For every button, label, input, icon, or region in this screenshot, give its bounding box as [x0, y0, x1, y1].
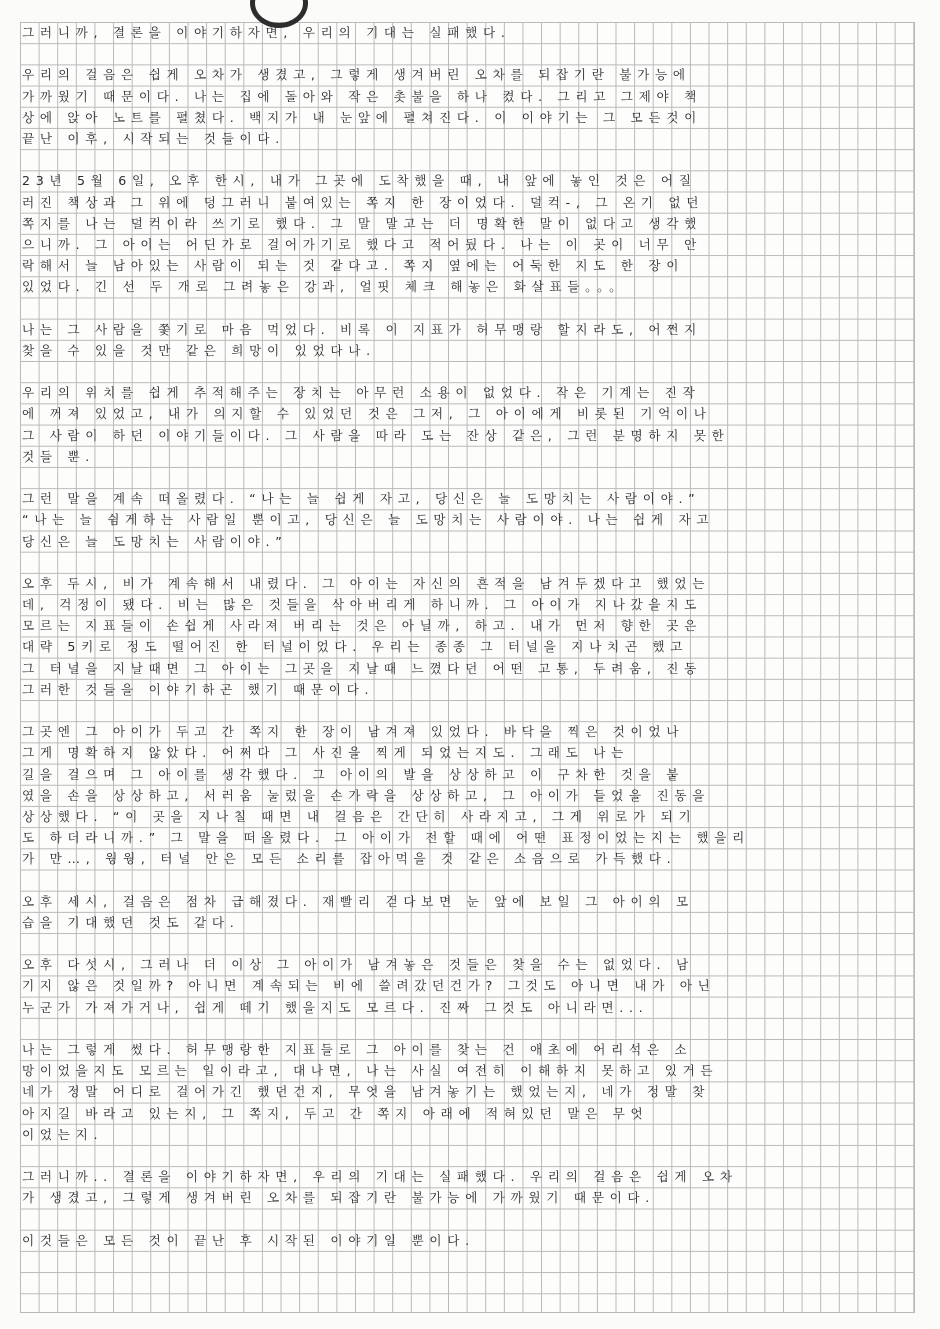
paragraph	[20, 891, 914, 933]
text-line: 이었는지.	[22, 1126, 104, 1142]
text-line: 것들 뿐.	[22, 448, 96, 464]
text-line: 락해서 늘 남아있는 사람이 되는 것 같다고. 쪽지 옆에는 어둑한 지도 한 장이	[22, 258, 685, 274]
text-line: 오후 두시, 비가 계속해서 내렸다. 그 아이는 자신의 흔적을 남겨두겠다고 했었는	[22, 575, 711, 591]
text-line: 찾을 수 있을 것만 같은 희망이 있었다나.	[22, 342, 376, 358]
paragraph	[20, 382, 914, 467]
text-line: 길을 걸으며 그 아이를 생각했다. 그 아이의 발을 상상하고 이 구차한 것을 붙	[22, 766, 685, 782]
text-line: 상상했다. “이 곳을 지나칠 때면 내 걸음은 간단히 사라지고, 그게 위로가 되기	[22, 808, 697, 824]
paragraph	[20, 721, 914, 869]
text-line: 데, 걱정이 됐다. 비는 많은 것들을 삭아버리게 하니까. 그 아이가 지나갔을지도	[22, 597, 702, 613]
text-line: 가 만…, 웡웡, 터널 안은 모든 소리를 잡아먹을 것 같은 소음으로 가득했다.	[22, 851, 677, 867]
text-line: 기지 않은 것일까? 아니면 계속되는 비에 쓸려갔던건가? 그것도 아니면 내가 아닌	[22, 978, 716, 994]
text-line: 당신은 늘 도망치는 사람이야.”	[22, 533, 288, 549]
paragraph	[20, 64, 914, 149]
text-line: 그 터널을 지날때면 그 아이는 그곳을 지날때 느꼈다던 어떤 고통, 두려움, 진동	[22, 660, 702, 676]
text-line: 우리의 걸음은 쉽게 오차가 생겼고, 그렇게 생겨버린 오차를 되잡기란 불가능에	[22, 67, 691, 83]
text-line: 습을 기대했던 것도 같다.	[22, 914, 240, 930]
handwritten-text	[20, 22, 914, 1272]
text-line: 오후 다섯시, 그러나 더 이상 그 아이가 남겨놓은 것들은 찾을 수는 없었다. 남	[22, 957, 694, 973]
paragraph	[20, 170, 914, 297]
text-line: 있었다. 긴 선 두 개로 그려놓은 강과, 얼핏 체크 해놓은 화살표들。。。	[22, 279, 628, 295]
text-line: 누군가 가져가거나, 쉽게 떼기 했을지도 모르다. 진짜 그것도 아니라면...	[22, 999, 649, 1015]
text-line: 그런 말을 계속 떠올렸다. “나는 늘 쉽게 자고, 당신은 늘 도망치는 사람이야.”	[22, 491, 701, 507]
text-line: 아지길 바라고 있는지, 그 쪽지, 두고 간 쪽지 아래에 적혀있던 말은 무엇	[22, 1105, 649, 1121]
text-line: 나는 그 사람을 쫓기로 마음 먹었다. 비록 이 지표가 허무맹랑 할지라도, 어쩐지	[22, 321, 702, 337]
text-line: 도 하더라니까.” 그 말을 떠올렸다. 그 아이가 전할 때에 어떤 표정이었는지는 했을리	[22, 830, 750, 846]
text-line: 상에 앉아 노트를 펼쳤다. 백지가 내 눈앞에 펼쳐진다. 이 이야기는 그 모든것이	[22, 109, 702, 125]
paragraph	[20, 1166, 914, 1208]
text-line: 그곳엔 그 아이가 두고 간 쪽지 한 장이 남겨져 있었다. 바닥을 찍은 것이었나	[22, 724, 685, 740]
text-line: 에 꺼져 있었고, 내가 의지할 수 있었던 것은 그저, 그 아이에게 비롯된 기억이나	[22, 406, 712, 422]
text-line: 그러니까, 결론을 이야기하자면, 우리의 기대는 실패했다.	[22, 25, 511, 40]
text-line: “나는 늘 쉼게하는 사람일 뿐이고, 당신은 늘 도망치는 사람이야. 나는 쉽게 자고	[22, 512, 715, 528]
text-line: 그러니까.. 결론을 이야기하자면, 우리의 기대는 실패했다. 우리의 걸음은 쉽게 오차	[22, 1169, 738, 1185]
text-line: 그러한 것들을 이야기하곤 했기 때문이다.	[22, 681, 375, 697]
text-line: 으니까. 그 아이는 어딘가로 걸어가기로 했다고 적어뒀다. 나는 이 곳이 너무 안	[22, 236, 702, 252]
text-line: 가까웠기 때문이다. 나는 집에 돌아와 작은 촛불을 하나 켰다. 그리고 그제야 책	[22, 88, 702, 104]
paragraph	[20, 22, 914, 43]
text-line: 23년 5월 6일, 오후 한시, 내가 그곳에 도착했을 때, 내 앞에 놓인 것은 어질	[22, 173, 697, 189]
text-line: 대략 5키로 정도 떨어진 한 터널이었다. 우리는 종종 그 터널을 지나치곤 했고	[22, 639, 689, 655]
text-line: 모르는 지표들이 손쉽게 사라져 버리는 것은 아닐까, 하고. 내가 먼저 향한 곳은	[22, 618, 702, 634]
text-line: 나는 그렇게 썼다. 허무맹랑한 지표들로 그 아이를 찾는 건 애초에 어리석은 소	[22, 1042, 693, 1057]
text-line: 였을 손을 상상하고, 서러움 눌렀을 손가락을 상상하고, 그 아이가 들었을 진동을	[22, 787, 711, 803]
paragraph	[20, 488, 914, 552]
text-line: 러진 책상과 그 위에 덩그러니 붙여있는 쪽지 한 장이었다. 덜컥-, 그 온기 없던	[22, 194, 705, 210]
paragraph	[20, 954, 914, 1018]
text-line: 망이었을지도 모르는 일이라고, 대나면, 나는 사실 여전히 이해하지 못하고 있거든	[22, 1063, 719, 1079]
text-line: 가 생겼고, 그렇게 생겨버린 오차를 되잡기란 불가능에 가까웠기 때문이다.	[22, 1190, 655, 1206]
text-line: 오후 세시, 걸음은 점차 급해졌다. 재빨리 걷다보면 눈 앞에 보일 그 아이의 모	[22, 893, 694, 909]
paragraph	[20, 319, 914, 361]
text-line: 그 사람이 하던 이야기들이다. 그 사람을 따라 도는 잔상 같은, 그런 분명하지 못한	[22, 427, 730, 443]
text-line: 이것들은 모든 것이 끝난 후 시작된 이야기일 뿐이다.	[22, 1232, 475, 1248]
paragraph	[20, 573, 914, 700]
text-line: 우리의 위치를 쉽게 추적해주는 장치는 아무런 소용이 없었다. 작은 기계는 진작	[22, 385, 701, 401]
paragraph	[20, 1039, 914, 1145]
text-line: 끝난 이후, 시작되는 것들이다.	[22, 130, 285, 146]
text-line: 쪽지를 나는 덜컥이라 쓰기로 했다. 그 말 말고는 더 명확한 말이 없다고 생각했	[22, 215, 702, 231]
text-line: 그게 명확하지 않았다. 어쩌다 그 사진을 찍게 되었는지도. 그래도 나는	[22, 745, 629, 761]
text-line: 네가 정말 어디로 걸어가긴 했던건지, 무엇을 남겨놓기는 했었는지, 네가 정말 찾	[22, 1084, 711, 1100]
paragraph	[20, 1230, 914, 1251]
